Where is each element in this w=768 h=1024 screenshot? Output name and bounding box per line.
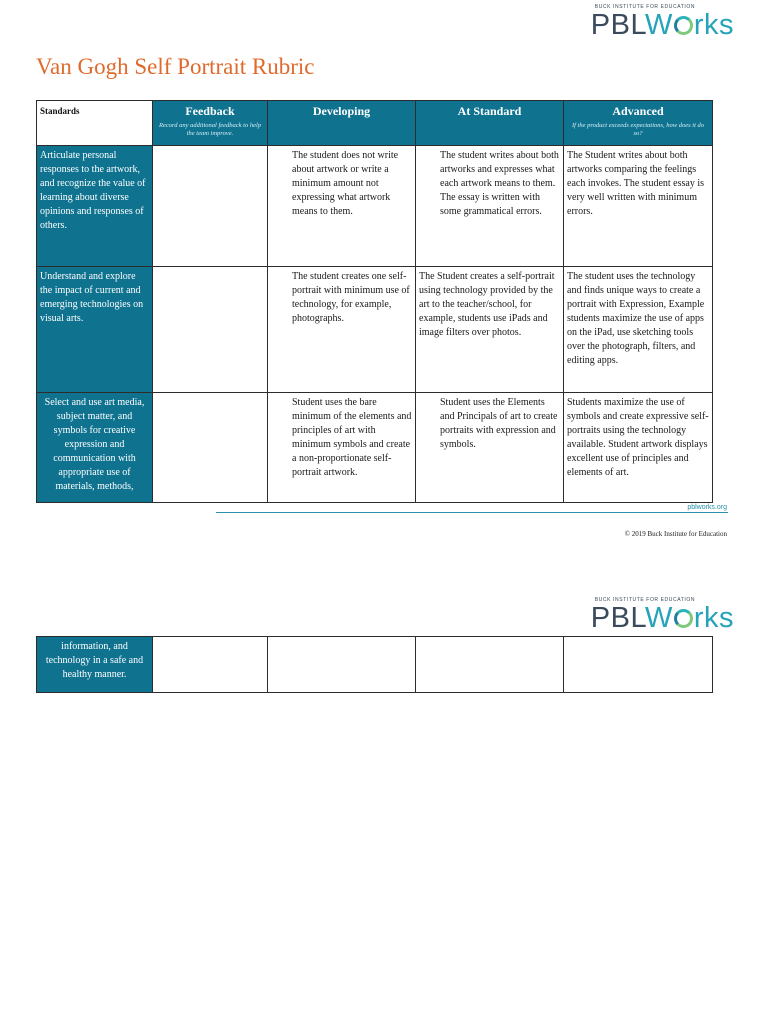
advanced-cell: The student uses the technology and finds unique ways to create a portrait with Expression, Example students maximize the use of apps on the iPad, use sketching tools over the photograph, filters, and editing apps. — [564, 267, 713, 393]
rubric-table — [36, 100, 713, 503]
feedback-cell[interactable] — [153, 393, 268, 503]
pblworks-link[interactable]: pblworks.org — [687, 504, 727, 511]
advanced-note: If the product exceeds expectations, how does it do so? — [571, 122, 705, 137]
header-at-standard: At Standard — [416, 101, 564, 146]
feedback-note: Record any additional feedback to help the team improve. — [158, 122, 262, 137]
advanced-cell — [564, 637, 713, 693]
logo-tagline: BUCK INSTITUTE FOR EDUCATION — [594, 4, 696, 10]
header-feedback: Feedback Record any additional feedback to help the team improve. — [153, 101, 268, 146]
standard-cell: Understand and explore the impact of current and emerging technologies on visual arts. — [37, 267, 153, 393]
footer-divider — [216, 512, 728, 513]
at-standard-cell: Student uses the Elements and Principals of art to create portraits with expression and symbols. — [416, 393, 564, 503]
developing-cell: Student uses the bare minimum of the elements and principles of art with minimum symbols and create a non-proportionate self-portrait artwork. — [268, 393, 416, 503]
page-title: Van Gogh Self Portrait Rubric — [36, 54, 315, 79]
pblworks-logo: BUCK INSTITUTE FOR EDUCATION PBLW rks — [590, 597, 734, 634]
logo-o-icon — [674, 16, 693, 35]
feedback-cell[interactable] — [153, 146, 268, 267]
logo-o-icon — [674, 609, 693, 628]
rubric-header-row — [37, 101, 713, 146]
header-developing: Developing — [268, 101, 416, 146]
advanced-cell: The Student writes about both artworks comparing the feelings each invokes. The student essay is very well written with minimum errors. — [564, 146, 713, 267]
logo-tagline: BUCK INSTITUTE FOR EDUCATION — [594, 597, 696, 603]
developing-cell: The student does not write about artwork or write a minimum amount not expressing what artwork means to them. — [268, 146, 416, 267]
rubric-continuation-table — [36, 636, 713, 693]
standard-cell: information, and technology in a safe and healthy manner. — [37, 637, 153, 693]
developing-cell: The student creates one self-portrait with minimum use of technology, for example, photographs. — [268, 267, 416, 393]
table-row — [37, 146, 713, 267]
developing-cell — [268, 637, 416, 693]
at-standard-cell — [416, 637, 564, 693]
table-row — [37, 267, 713, 393]
header-standards: Standards — [37, 101, 153, 146]
table-row — [37, 637, 713, 693]
advanced-cell: Students maximize the use of symbols and create expressive self-portraits using the technology available. Student artwork displays excellent use of principles and elements of art. — [564, 393, 713, 503]
at-standard-cell: The Student creates a self-portrait using technology provided by the art to the teacher/school, for example, students use iPads and image filters over photos. — [416, 267, 564, 393]
feedback-cell[interactable] — [153, 637, 268, 693]
header-advanced: Advanced If the product exceeds expectations, how does it do so? — [564, 101, 713, 146]
standard-cell: Articulate personal responses to the artwork, and recognize the value of learning about diverse opinions and responses of others. — [37, 146, 153, 267]
copyright-text: © 2019 Buck Institute for Education — [624, 530, 727, 538]
at-standard-cell: The student writes about both artworks and expresses what each artwork means to them. The essay is written with some grammatical errors. — [416, 146, 564, 267]
table-row — [37, 393, 713, 503]
feedback-cell[interactable] — [153, 267, 268, 393]
standard-cell: Select and use art media, subject matter, and symbols for creative expression and communication with appropriate use of materials, methods, — [37, 393, 153, 503]
pblworks-logo: BUCK INSTITUTE FOR EDUCATION PBLW rks — [590, 4, 734, 41]
